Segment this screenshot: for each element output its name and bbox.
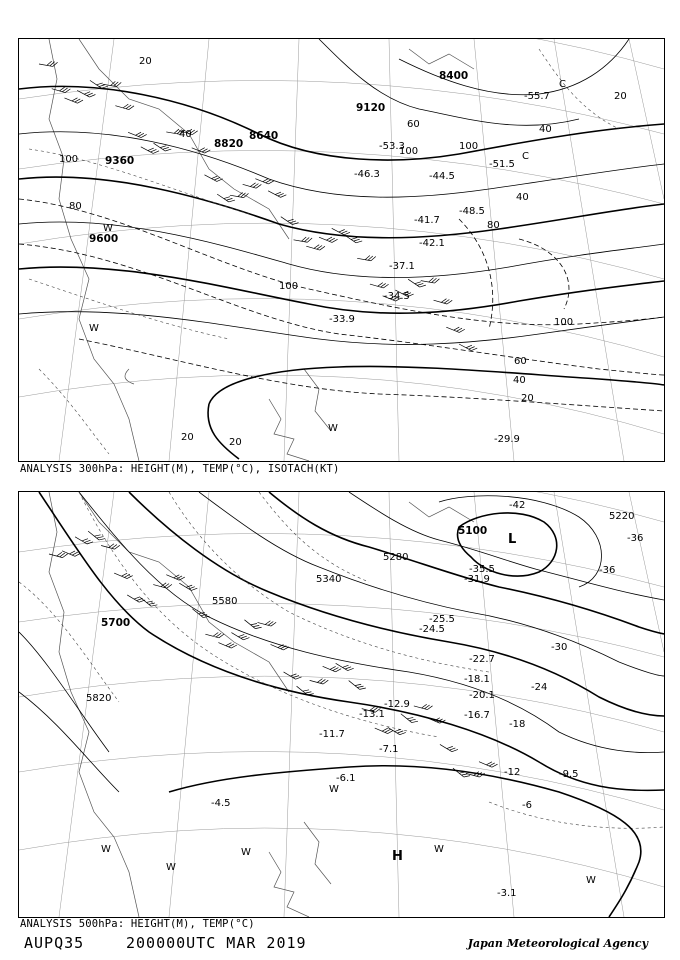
warm-marker: W [586, 875, 596, 886]
wind-barb [192, 143, 211, 154]
height-label-5220: 5220 [609, 511, 635, 522]
isotach-label-100a: 100 [59, 154, 79, 165]
temp-sample: -41.7 [414, 215, 440, 226]
wind-barb [306, 241, 325, 251]
isotach-label-40a: 40 [513, 375, 526, 386]
temp-sample: -55.7 [524, 91, 550, 102]
caption-300hpa: ANALYSIS 300hPa: HEIGHT(M), TEMP(°C), ISOTACH(KT) [20, 463, 340, 475]
isotach-label-100d: 100 [399, 146, 419, 157]
warm-marker: W [89, 323, 99, 334]
height-label-8820: 8820 [214, 138, 244, 150]
wind-barb [127, 591, 145, 605]
map-500hpa-svg [19, 492, 664, 917]
agency-name: Japan Meteorological Agency [467, 937, 648, 950]
wind-barb [141, 142, 159, 155]
temp-sample: -51.5 [489, 159, 515, 170]
coastlines [49, 39, 474, 461]
wind-barb [154, 139, 172, 153]
temp-sample: -42.1 [419, 238, 445, 249]
temp-sample: -16.7 [464, 710, 490, 721]
cold-marker: C [559, 79, 566, 90]
temp-sample: -31.9 [464, 574, 490, 585]
warm-marker: W [166, 862, 176, 873]
temp-sample: -12.9 [384, 699, 410, 710]
temp-sample: -44.5 [429, 171, 455, 182]
isotach-label-20c: 20 [521, 393, 534, 404]
contour-20kt [209, 366, 664, 404]
temp-sample: -24.5 [419, 624, 445, 635]
wind-barb [230, 190, 249, 198]
height-label-5340: 5340 [316, 574, 342, 585]
height-label-5820: 5820 [86, 693, 112, 704]
map-300hpa-svg [19, 39, 664, 461]
temp-sample: -22.7 [469, 654, 495, 665]
temp-label-12: -12 [504, 767, 521, 778]
wind-barb [323, 662, 342, 674]
temp-label-30: -30 [551, 642, 568, 653]
wind-barb [344, 231, 362, 245]
temp-label-18: -18 [509, 719, 526, 730]
wind-barb [294, 235, 313, 243]
isotach-label-20e: 20 [614, 91, 627, 102]
chart-id: AUPQ35 [24, 934, 85, 952]
warm-marker: W [103, 223, 113, 234]
temp-sample: -4.5 [211, 798, 231, 809]
temp-sample: -29.9 [494, 434, 520, 445]
wind-barb [271, 640, 290, 652]
temp-sample: -48.5 [459, 206, 485, 217]
temp-sample: -13.1 [359, 709, 385, 720]
wind-barb [243, 179, 262, 189]
height-label-5580: 5580 [212, 596, 238, 607]
isotach-label-40c: 40 [539, 124, 552, 135]
temp-sample: -20.1 [469, 690, 495, 701]
height-label-9120: 9120 [356, 102, 386, 114]
wind-barb [440, 740, 458, 754]
temp-sample: -34.5 [384, 291, 410, 302]
temp-sample: -53.3 [379, 141, 405, 152]
isotach-label-100e: 100 [459, 141, 479, 152]
temp-sample: -7.1 [379, 744, 399, 755]
high-pressure-marker: H [392, 849, 403, 864]
warm-marker: W [329, 784, 339, 795]
isotach-label-80b: 80 [487, 220, 500, 231]
isotach-label-40d: 40 [516, 192, 529, 203]
wind-barb [218, 638, 237, 650]
isotach-label-100c: 100 [554, 317, 574, 328]
wind-barb [268, 186, 286, 199]
warm-marker: W [241, 847, 251, 858]
coastlines [49, 492, 474, 917]
temp-sample: -35.5 [469, 564, 495, 575]
temp-sample: -25.5 [429, 614, 455, 625]
wind-barb [479, 757, 498, 769]
height-label-5280: 5280 [383, 552, 409, 563]
wind-barb [231, 628, 249, 642]
contour-20kt-west [208, 404, 239, 459]
height-label-9600: 9600 [89, 233, 119, 245]
wind-barb [427, 713, 446, 725]
height-label-5100: 5100 [458, 525, 488, 537]
temp-label-6: -6 [522, 800, 532, 811]
wind-barb [257, 618, 276, 627]
isotach-label-60b: 60 [407, 119, 420, 130]
temp-sample: -11.7 [319, 729, 345, 740]
height-label-5700: 5700 [101, 617, 131, 629]
wind-barb [370, 279, 389, 289]
height-label-8640: 8640 [249, 130, 279, 142]
wind-barb [39, 59, 58, 67]
temp-sample: -37.1 [389, 261, 415, 272]
isotach-label-80a: 80 [69, 201, 82, 212]
wind-barb [217, 190, 235, 204]
warm-marker: W [101, 844, 111, 855]
wind-barb [434, 295, 453, 305]
wind-barb [414, 701, 433, 710]
temp-sample: -33.9 [329, 314, 355, 325]
wind-barb [357, 253, 376, 261]
height-label-8400: 8400 [439, 70, 469, 82]
wind-barb [244, 616, 261, 631]
height-label-9360: 9360 [105, 155, 135, 167]
temp-sample: -9.5 [559, 769, 579, 780]
wind-barb [446, 323, 465, 334]
isotach-label-100b: 100 [279, 281, 299, 292]
isotach-label-20a: 20 [181, 432, 194, 443]
wind-barb [153, 580, 172, 589]
temp-sample: -3.1 [497, 888, 517, 899]
wind-barb [205, 629, 224, 638]
temp-sample: -6.1 [336, 773, 356, 784]
wind-barb [103, 79, 122, 87]
temp-label-36a: -36 [627, 533, 644, 544]
cold-marker: C [522, 151, 529, 162]
wind-barb [101, 541, 120, 550]
wind-barbs [49, 527, 498, 779]
low-pressure-marker: L [508, 532, 517, 547]
wind-barb [388, 723, 406, 737]
temp-label-42: -42 [509, 500, 526, 511]
temp-label-36b: -36 [599, 565, 616, 576]
temp-sample: -18.1 [464, 674, 490, 685]
warm-marker: W [328, 423, 338, 434]
isotach-label-40b: 40 [179, 129, 192, 140]
map-panel-300hpa [18, 38, 665, 462]
temp-sample: -46.3 [354, 169, 380, 180]
map-panel-500hpa [18, 491, 665, 918]
contour-warm-boundary [169, 766, 641, 917]
caption-500hpa: ANALYSIS 500hPa: HEIGHT(M), TEMP(°C) [20, 918, 255, 930]
wind-barbs [39, 59, 477, 352]
isotach-label-60a: 60 [514, 356, 527, 367]
height-contours [19, 39, 664, 344]
latlon-grid [19, 39, 664, 461]
wind-barb [115, 101, 134, 111]
isotach-label-20d: 20 [139, 56, 152, 67]
isotach-label-20b: 20 [229, 437, 242, 448]
wind-barb [64, 93, 83, 104]
wind-barb [114, 568, 133, 580]
temp-label-24: -24 [531, 682, 548, 693]
valid-time: 200000UTC MAR 2019 [126, 934, 307, 952]
warm-marker: W [434, 844, 444, 855]
